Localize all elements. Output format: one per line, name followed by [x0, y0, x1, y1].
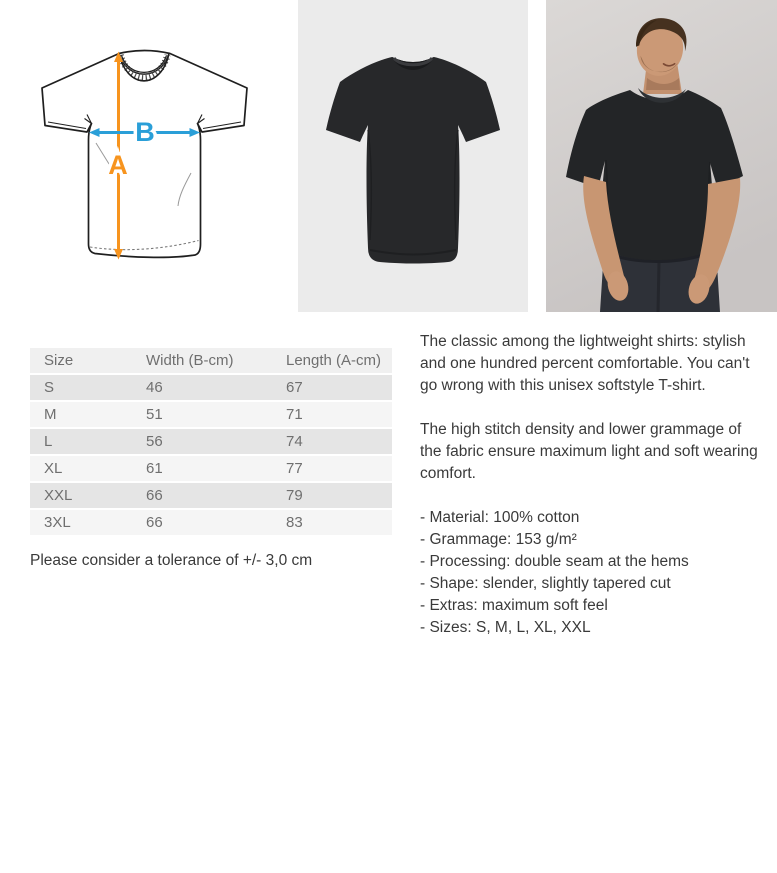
cell-size: XL	[44, 460, 63, 477]
spec-item: - Material: 100% cotton	[420, 509, 580, 526]
spec-item: - Shape: slender, slightly tapered cut	[420, 575, 671, 592]
cell-width: 46	[146, 379, 163, 396]
cell-size: S	[44, 379, 55, 396]
table-row	[30, 429, 392, 454]
table-row	[30, 510, 392, 535]
cell-width: 51	[146, 406, 163, 423]
spec-item: - Grammage: 153 g/m²	[420, 531, 577, 548]
cell-width: 61	[146, 460, 163, 477]
cell-width: 66	[146, 487, 163, 504]
table-row	[30, 483, 392, 508]
length-label: A	[108, 150, 128, 180]
description-paragraph: The high stitch density and lower grammage of the fabric ensure maximum light and soft wearing comfort.	[420, 421, 758, 482]
cell-length: 77	[286, 460, 303, 477]
cell-size: M	[44, 406, 57, 423]
black-tshirt-photo	[298, 0, 528, 312]
product-photo	[298, 0, 528, 312]
cell-length: 67	[286, 379, 303, 396]
cell-length: 79	[286, 487, 303, 504]
spec-item: - Sizes: S, M, L, XL, XXL	[420, 619, 591, 636]
model-wearing-tshirt-photo	[546, 0, 777, 312]
cell-length: 71	[286, 406, 303, 423]
spec-list	[420, 507, 758, 639]
cell-width: 56	[146, 433, 163, 450]
table-row	[30, 402, 392, 427]
table-row	[30, 375, 392, 400]
cell-size: L	[44, 433, 53, 450]
cell-width: 66	[146, 514, 163, 531]
col-width: Width (B-cm)	[146, 352, 234, 369]
cell-length: 83	[286, 514, 303, 531]
spec-item: - Processing: double seam at the hems	[420, 553, 689, 570]
size-table	[30, 346, 392, 537]
col-size: Size	[44, 352, 74, 369]
tshirt-measurement-diagram	[25, 26, 265, 286]
width-label: B	[135, 117, 155, 147]
spec-item: - Extras: maximum soft feel	[420, 597, 608, 614]
size-diagram-image	[0, 0, 298, 312]
table-row	[30, 456, 392, 481]
size-table-header	[30, 348, 392, 373]
product-description	[420, 331, 758, 639]
model-photo	[546, 0, 777, 312]
description-paragraph: The classic among the lightweight shirts: stylish and one hundred percent comfortable. You can't go wrong with this unisex softstyle T-shirt.	[420, 333, 750, 394]
col-length: Length (A-cm)	[286, 352, 382, 369]
tolerance-note: Please consider a tolerance of +/- 3,0 cm	[30, 552, 313, 569]
cell-size: 3XL	[44, 514, 71, 531]
cell-length: 74	[286, 433, 303, 450]
cell-size: XXL	[44, 487, 73, 504]
